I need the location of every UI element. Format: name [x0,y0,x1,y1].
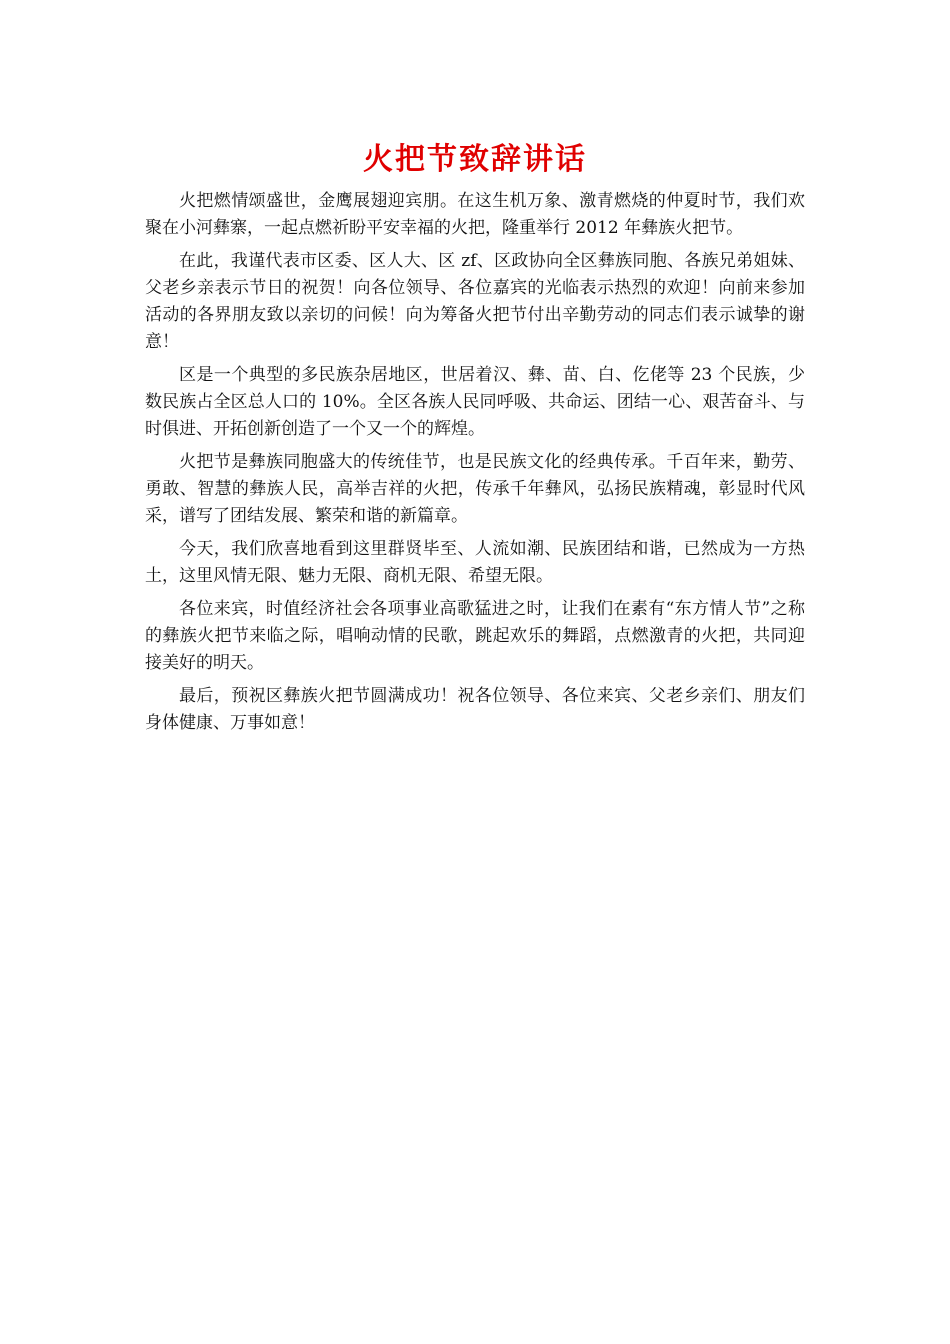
paragraph-opening: 火把燃情颂盛世，金鹰展翅迎宾朋。在这生机万象、激青燃烧的仲夏时节，我们欢聚在小河彝寨，一起点燃祈盼平安幸福的火把，隆重举行 2012 年彝族火把节。 [145,191,805,238]
paragraph-district: 区是一个典型的多民族杂居地区，世居着汉、彝、苗、白、仡佬等 23 个民族，少数民族占全区总人口的 10%。全区各族人民同呼吸、共命运、团结一心、艰苦奋斗、与时俱进、开拓创新创造了一个又一个的辉煌。 [145,365,805,439]
paragraph-today: 今天，我们欣喜地看到这里群贤毕至、人流如潮、民族团结和谐，已然成为一方热土，这里风情无限、魅力无限、商机无限、希望无限。 [145,539,805,586]
document-body [145,188,805,743]
paragraph-closing: 最后，预祝区彝族火把节圆满成功！祝各位领导、各位来宾、父老乡亲们、朋友们身体健康、万事如意！ [145,686,805,733]
paragraph-guests: 各位来宾，时值经济社会各项事业高歌猛进之时，让我们在素有“东方情人节”之称的彝族火把节来临之际，唱响动情的民歌，跳起欢乐的舞蹈，点燃激青的火把，共同迎接美好的明天。 [145,599,805,673]
paragraph-festival: 火把节是彝族同胞盛大的传统佳节，也是民族文化的经典传承。千百年来，勤劳、勇敢、智慧的彝族人民，高举吉祥的火把，传承千年彝风，弘扬民族精魂，彰显时代风采，谱写了团结发展、繁荣和谐的新篇章。 [145,452,805,526]
page-title: 火把节致辞讲话 [363,142,587,177]
paragraph-greetings: 在此，我谨代表市区委、区人大、区 zf、区政协向全区彝族同胞、各族兄弟姐妹、父老乡亲表示节日的祝贺！向各位领导、各位嘉宾的光临表示热烈的欢迎！向前来参加活动的各界朋友致以亲切的问候！向为筹备火把节付出辛勤劳动的同志们表示诚挚的谢意！ [145,251,805,352]
